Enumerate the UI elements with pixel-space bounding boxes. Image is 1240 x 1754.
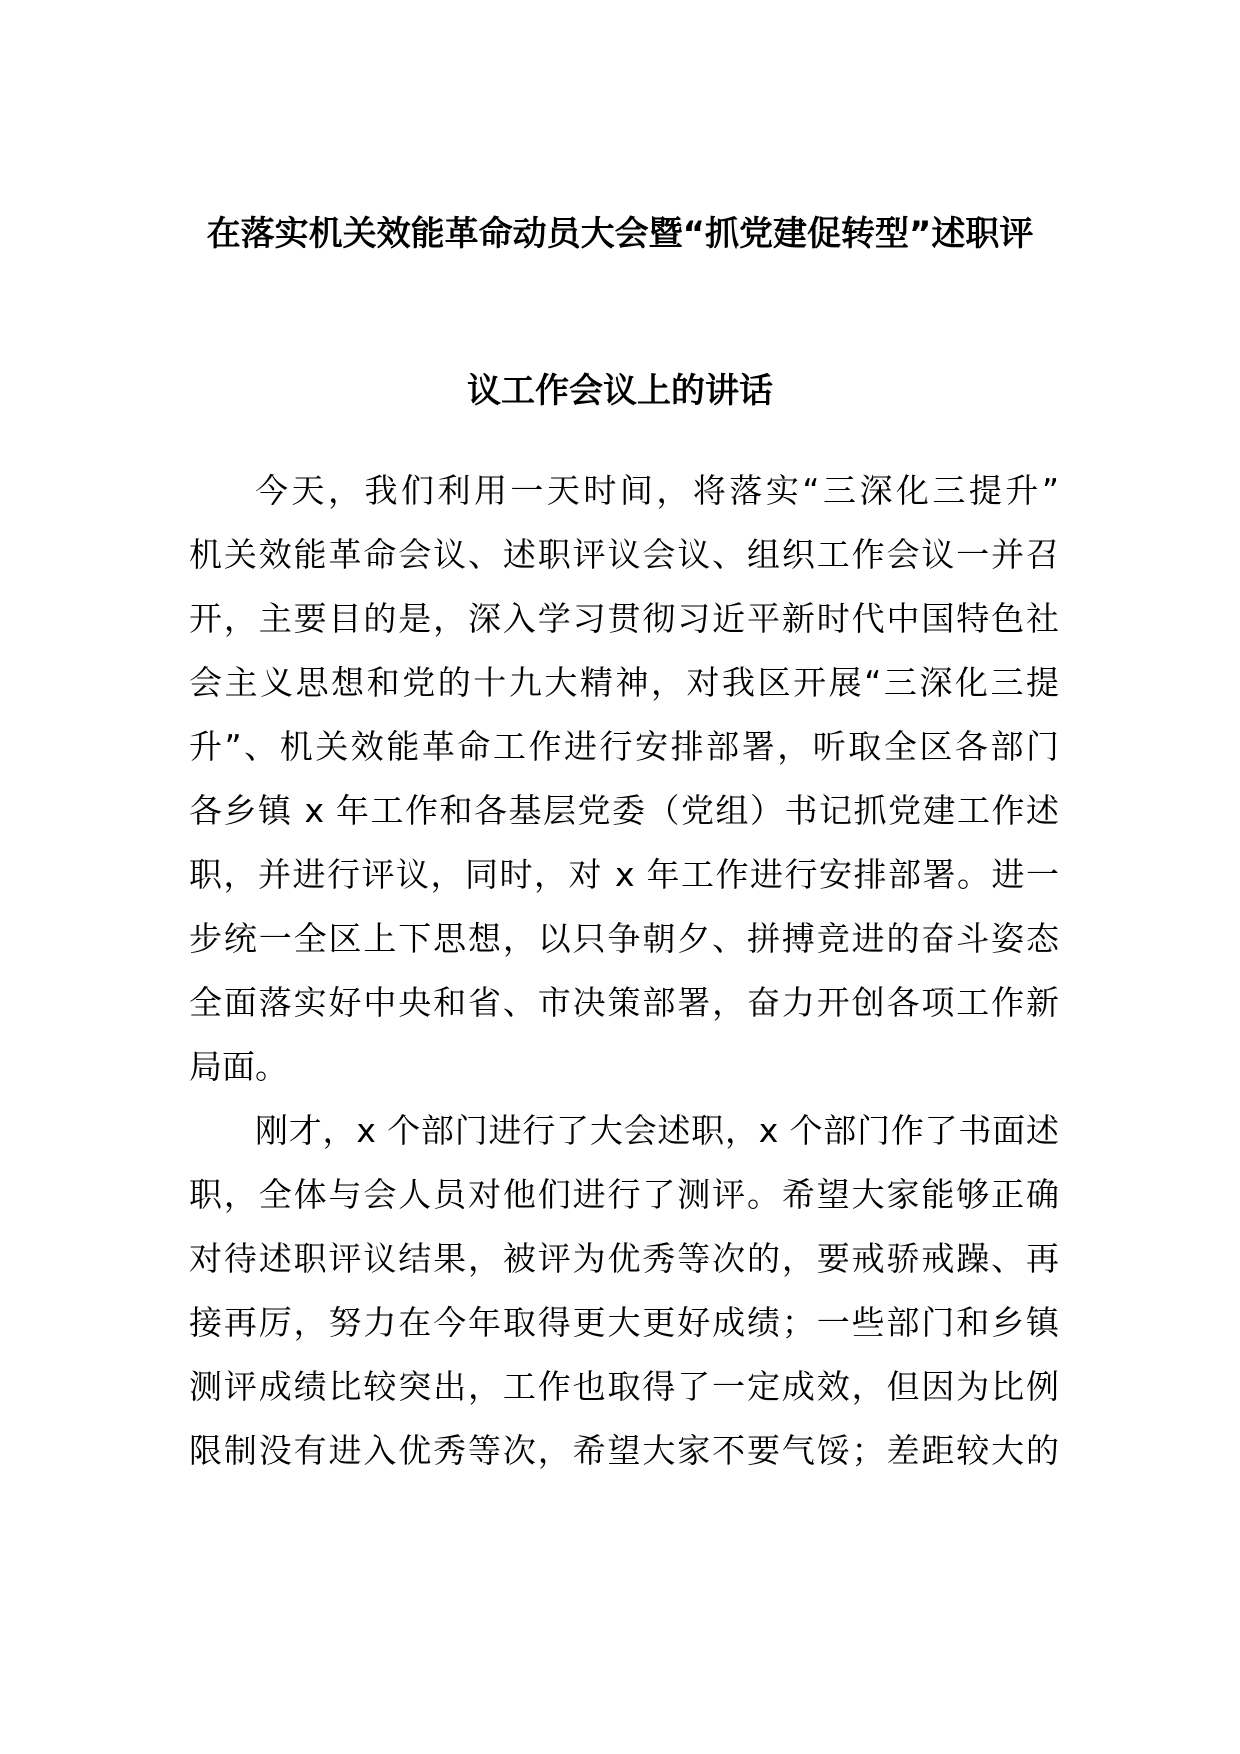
paragraph-line: 开，主要目的是，深入学习贯彻习近平新时代中国特色社: [189, 599, 1059, 638]
paragraph-line: 职，全体与会人员对他们进行了测评。希望大家能够正确: [189, 1175, 1059, 1214]
paragraph-line: 会主义思想和党的十九大精神，对我区开展“三深化三提: [189, 663, 1059, 702]
paragraph-line: 步统一全区上下思想，以只争朝夕、拼搏竞进的奋斗姿态: [189, 919, 1059, 958]
paragraph-line: 各乡镇 x 年工作和各基层党委（党组）书记抓党建工作述: [189, 791, 1059, 830]
paragraph-line: 刚才，x 个部门进行了大会述职，x 个部门作了书面述: [255, 1111, 1059, 1150]
paragraph-2: [189, 1099, 1059, 1483]
paragraph-line: 今天，我们利用一天时间，将落实“三深化三提升”: [255, 471, 1059, 510]
paragraph-line: 职，并进行评议，同时，对 x 年工作进行安排部署。进一: [189, 855, 1059, 894]
paragraph-line: 限制没有进入优秀等次，希望大家不要气馁；差距较大的: [189, 1431, 1059, 1470]
paragraph-line: 接再厉，努力在今年取得更大更好成绩；一些部门和乡镇: [189, 1303, 1059, 1342]
document-title-line-1: 在落实机关效能革命动员大会暨“抓党建促转型”述职评: [206, 214, 1034, 254]
paragraph-line: 局面。: [189, 1047, 288, 1086]
paragraph-line: 全面落实好中央和省、市决策部署，奋力开创各项工作新: [189, 983, 1059, 1022]
paragraph-line: 升”、机关效能革命工作进行安排部署，听取全区各部门: [189, 727, 1059, 766]
document-title-line-2: 议工作会议上的讲话: [467, 371, 773, 411]
paragraph-1: [189, 459, 1059, 1099]
paragraph-line: 对待述职评议结果，被评为优秀等次的，要戒骄戒躁、再: [189, 1239, 1059, 1278]
paragraph-line: 测评成绩比较突出，工作也取得了一定成效，但因为比例: [189, 1367, 1059, 1406]
paragraph-line: 机关效能革命会议、述职评议会议、组织工作会议一并召: [189, 535, 1059, 574]
